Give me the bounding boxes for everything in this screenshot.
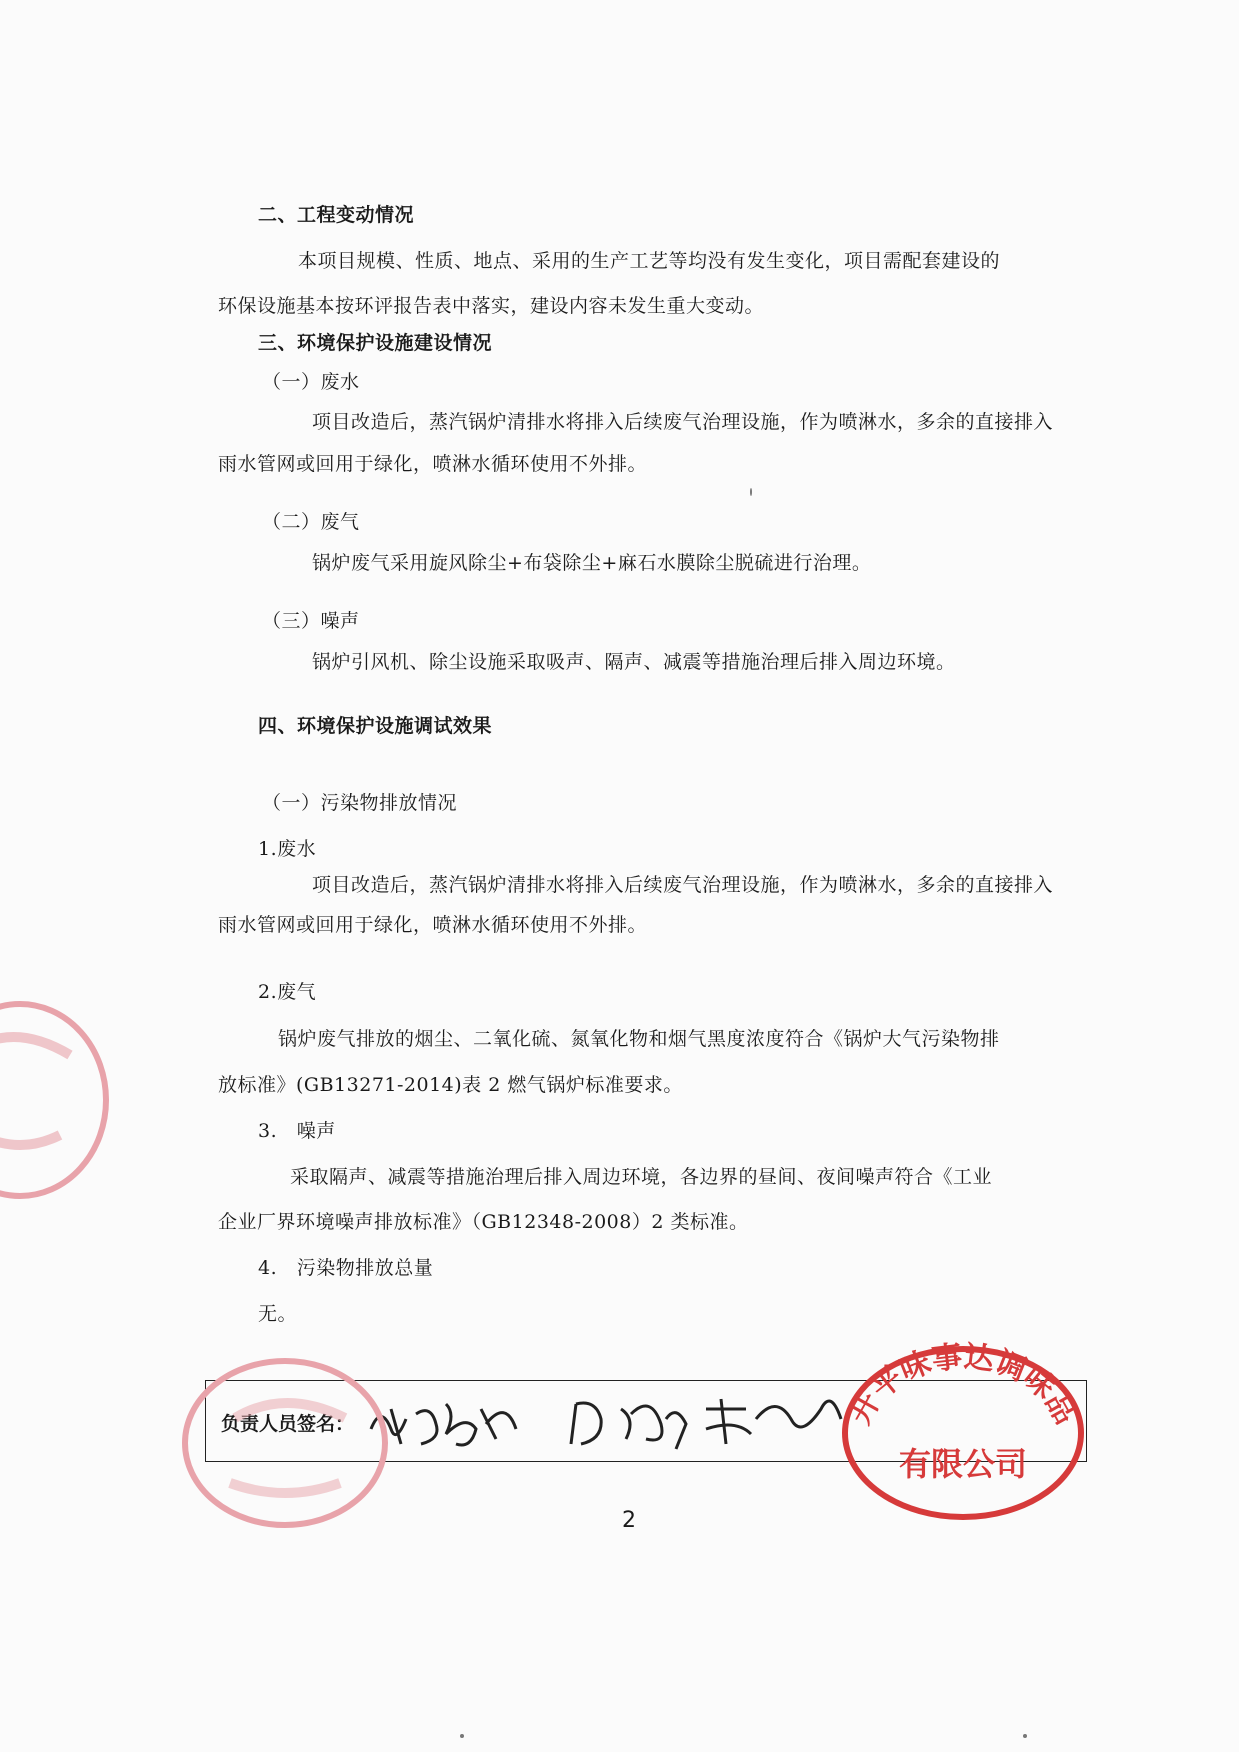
section-3-3-para: 锅炉引风机、除尘设施采取吸声、隔声、减震等措施治理后排入周边环境。 [312, 651, 956, 673]
section-3-2-para: 锅炉废气采用旋风除尘+布袋除尘+麻石水膜除尘脱硫进行治理。 [312, 552, 872, 574]
section-3-title: 三、环境保护设施建设情况 [258, 332, 493, 354]
section-3-1-title: （一）废水 [262, 371, 360, 393]
section-4-exhaust-title: 2.废气 [258, 981, 317, 1003]
stamp-bottom-text: 有限公司 [898, 1445, 1028, 1483]
stamp-top-text: 开平味事达调味品 [842, 1339, 1084, 1431]
scan-speck [750, 488, 752, 496]
section-4-total-title: 4. 污染物排放总量 [258, 1257, 434, 1279]
section-4-noise-line1: 采取隔声、减震等措施治理后排入周边环境，各边界的昼间、夜间噪声符合《工业 [290, 1166, 993, 1188]
section-2-title: 二、工程变动情况 [258, 204, 415, 226]
section-4-wastewater-line2: 雨水管网或回用于绿化，喷淋水循环使用不外排。 [218, 914, 648, 936]
section-4-wastewater-title: 1.废水 [258, 838, 317, 860]
faded-edge-stamp [0, 985, 140, 1215]
section-4-noise-title: 3. 噪声 [258, 1120, 336, 1142]
section-3-3-title: （三）噪声 [262, 610, 360, 632]
section-3-2-title: （二）废气 [262, 511, 360, 533]
section-4-exhaust-line1: 锅炉废气排放的烟尘、二氧化硫、氮氧化物和烟气黑度浓度符合《锅炉大气污染物排 [278, 1028, 1000, 1050]
section-4-title: 四、环境保护设施调试效果 [258, 715, 493, 737]
scan-speck [1023, 1734, 1027, 1738]
page-number: 2 [622, 1508, 636, 1533]
section-4-exhaust-line2: 放标准》(GB13271-2014)表 2 燃气锅炉标准要求。 [218, 1074, 683, 1096]
section-2-para-line1: 本项目规模、性质、地点、采用的生产工艺等均没有发生变化，项目需配套建设的 [298, 250, 1001, 272]
faded-company-stamp [175, 1348, 395, 1538]
section-4-1-title: （一）污染物排放情况 [262, 792, 458, 814]
section-4-wastewater-line1: 项目改造后，蒸汽锅炉清排水将排入后续废气治理设施，作为喷淋水，多余的直接排入 [312, 874, 1054, 896]
scan-speck [460, 1734, 464, 1738]
section-4-total-para: 无。 [258, 1303, 298, 1325]
section-4-noise-line2: 企业厂界环境噪声排放标准》（GB12348-2008）2 类标准。 [218, 1211, 749, 1233]
section-2-para-line2: 环保设施基本按环评报告表中落实，建设内容未发生重大变动。 [218, 295, 765, 317]
section-3-1-para-line2: 雨水管网或回用于绿化，喷淋水循环使用不外排。 [218, 453, 648, 475]
svg-text:开平味事达调味品 [843, 1339, 1084, 1430]
company-seal-stamp [830, 1335, 1096, 1525]
section-3-1-para-line1: 项目改造后，蒸汽锅炉清排水将排入后续废气治理设施，作为喷淋水，多余的直接排入 [312, 411, 1054, 433]
signature-label: 负责人员签名： [221, 1413, 355, 1435]
